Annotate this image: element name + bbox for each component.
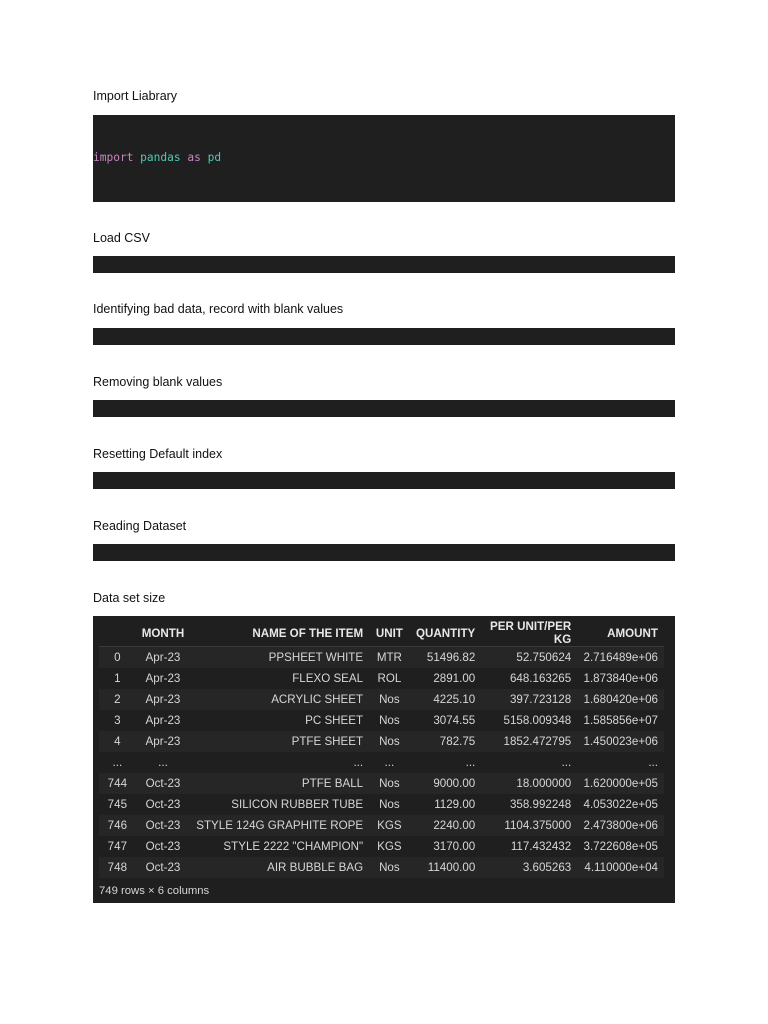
cell-unit: Nos (369, 773, 410, 794)
cell-index: 2 (99, 689, 136, 710)
heading-import: Import Liabrary (93, 89, 178, 103)
cell-item-name: PPSHEET WHITE (190, 647, 369, 669)
code-cell-reset[interactable] (93, 472, 675, 489)
dataframe-shape: 749 rows × 6 columns (99, 885, 210, 897)
cell-quantity: ... (410, 752, 482, 773)
cell-month: Oct-23 (136, 773, 191, 794)
heading-size: Data set size (93, 591, 166, 605)
keyword: import (93, 151, 134, 164)
table-row (99, 836, 664, 857)
cell-unit: ... (369, 752, 410, 773)
cell-per-unit: 52.750624 (481, 647, 577, 669)
cell-per-unit: 18.000000 (481, 773, 577, 794)
cell-item-name: PTFE BALL (190, 773, 369, 794)
cell-unit: KGS (369, 815, 410, 836)
cell-quantity: 3074.55 (410, 710, 482, 731)
cell-item-name: STYLE 2222 "CHAMPION" (190, 836, 369, 857)
cell-unit: Nos (369, 731, 410, 752)
cell-item-name: ACRYLIC SHEET (190, 689, 369, 710)
dataframe-table (99, 620, 664, 878)
code-cell-load-csv[interactable] (93, 256, 675, 273)
table-row (99, 689, 664, 710)
cell-per-unit: 5158.009348 (481, 710, 577, 731)
table-row (99, 668, 664, 689)
cell-unit: Nos (369, 689, 410, 710)
cell-index: 4 (99, 731, 136, 752)
cell-index: 3 (99, 710, 136, 731)
cell-month: Apr-23 (136, 689, 191, 710)
column-header-per-unit: PER UNIT/PER KG (481, 620, 577, 647)
table-row (99, 647, 664, 669)
column-header-month: MONTH (136, 620, 191, 647)
heading-reading: Reading Dataset (93, 519, 187, 533)
cell-amount: 1.680420e+06 (577, 689, 664, 710)
cell-month: Oct-23 (136, 815, 191, 836)
cell-item-name: STYLE 124G GRAPHITE ROPE (190, 815, 369, 836)
cell-month: Apr-23 (136, 668, 191, 689)
cell-quantity: 782.75 (410, 731, 482, 752)
cell-quantity: 1129.00 (410, 794, 482, 815)
keyword: as (187, 151, 201, 164)
cell-index: 748 (99, 857, 136, 878)
cell-index: ... (99, 752, 136, 773)
column-header-amount: AMOUNT (577, 620, 664, 647)
cell-per-unit: 397.723128 (481, 689, 577, 710)
cell-index: 747 (99, 836, 136, 857)
table-row (99, 710, 664, 731)
heading-load-csv: Load CSV (93, 231, 150, 245)
cell-index: 744 (99, 773, 136, 794)
code-cell-reading[interactable] (93, 544, 675, 561)
heading-identify: Identifying bad data, record with blank values (93, 302, 344, 316)
cell-index: 0 (99, 647, 136, 669)
code-cell-identify[interactable] (93, 328, 675, 345)
cell-unit: Nos (369, 710, 410, 731)
table-row (99, 752, 664, 773)
column-header-unit: UNIT (369, 620, 410, 647)
cell-amount: 1.585856e+07 (577, 710, 664, 731)
cell-month: Oct-23 (136, 857, 191, 878)
cell-month: ... (136, 752, 191, 773)
cell-quantity: 11400.00 (410, 857, 482, 878)
cell-per-unit: 1104.375000 (481, 815, 577, 836)
cell-unit: ROL (369, 668, 410, 689)
alias: pd (207, 151, 222, 164)
cell-month: Apr-23 (136, 710, 191, 731)
table-row (99, 815, 664, 836)
cell-amount: 4.110000e+04 (577, 857, 664, 878)
module-name: pandas (140, 151, 181, 164)
column-header-quantity: QUANTITY (410, 620, 482, 647)
cell-amount: ... (577, 752, 664, 773)
heading-remove: Removing blank values (93, 375, 223, 389)
cell-amount: 2.716489e+06 (577, 647, 664, 669)
dataframe-output (93, 616, 675, 903)
cell-per-unit: 3.605263 (481, 857, 577, 878)
cell-item-name: ... (190, 752, 369, 773)
cell-index: 1 (99, 668, 136, 689)
table-header-row (99, 620, 664, 647)
cell-amount: 4.053022e+05 (577, 794, 664, 815)
cell-amount: 1.620000e+05 (577, 773, 664, 794)
cell-amount: 1.873840e+06 (577, 668, 664, 689)
cell-item-name: PTFE SHEET (190, 731, 369, 752)
cell-quantity: 2240.00 (410, 815, 482, 836)
cell-quantity: 4225.10 (410, 689, 482, 710)
cell-per-unit: 358.992248 (481, 794, 577, 815)
column-header-index (99, 620, 136, 647)
cell-unit: MTR (369, 647, 410, 669)
cell-amount: 1.450023e+06 (577, 731, 664, 752)
cell-amount: 3.722608e+05 (577, 836, 664, 857)
table-row (99, 857, 664, 878)
cell-quantity: 3170.00 (410, 836, 482, 857)
cell-month: Oct-23 (136, 836, 191, 857)
cell-per-unit: 117.432432 (481, 836, 577, 857)
table-row (99, 794, 664, 815)
cell-quantity: 51496.82 (410, 647, 482, 669)
cell-per-unit: 648.163265 (481, 668, 577, 689)
cell-unit: KGS (369, 836, 410, 857)
cell-per-unit: 1852.472795 (481, 731, 577, 752)
cell-item-name: SILICON RUBBER TUBE (190, 794, 369, 815)
cell-month: Apr-23 (136, 647, 191, 669)
cell-item-name: FLEXO SEAL (190, 668, 369, 689)
cell-per-unit: ... (481, 752, 577, 773)
cell-amount: 2.473800e+06 (577, 815, 664, 836)
cell-month: Oct-23 (136, 794, 191, 815)
code-cell-import[interactable] (93, 115, 675, 202)
cell-month: Apr-23 (136, 731, 191, 752)
heading-reset: Resetting Default index (93, 447, 223, 461)
cell-quantity: 9000.00 (410, 773, 482, 794)
cell-quantity: 2891.00 (410, 668, 482, 689)
column-header-item-name: NAME OF THE ITEM (190, 620, 369, 647)
cell-item-name: AIR BUBBLE BAG (190, 857, 369, 878)
code-cell-remove[interactable] (93, 400, 675, 417)
cell-item-name: PC SHEET (190, 710, 369, 731)
cell-unit: Nos (369, 794, 410, 815)
table-row (99, 773, 664, 794)
table-row (99, 731, 664, 752)
cell-index: 745 (99, 794, 136, 815)
cell-unit: Nos (369, 857, 410, 878)
cell-index: 746 (99, 815, 136, 836)
